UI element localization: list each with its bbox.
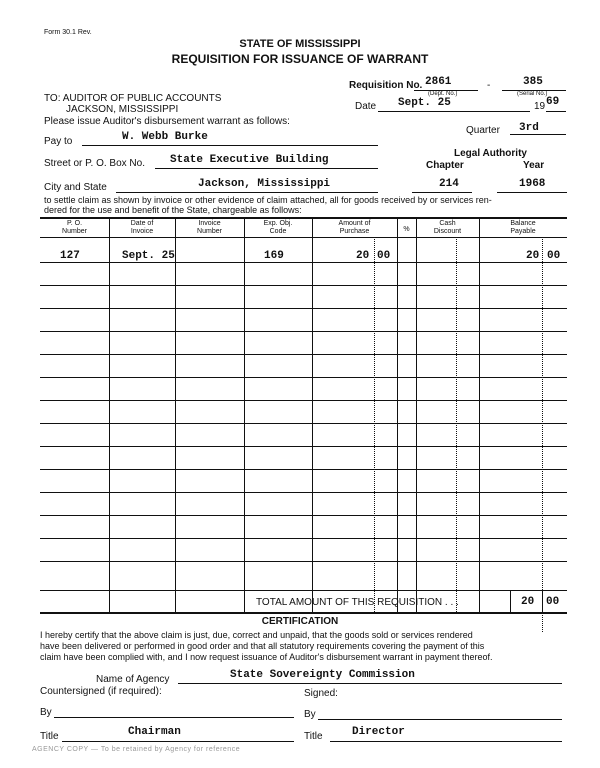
col-header-exp: Exp. Obj. Code — [263, 220, 293, 235]
city-value: Jackson, Mississippi — [198, 178, 331, 190]
agency-label: Name of Agency — [96, 674, 170, 685]
agency-value: State Sovereignty Commission — [230, 669, 415, 681]
footer-note: AGENCY COPY — To be retained by Agency for reference — [32, 746, 241, 753]
quarter-label: Quarter — [466, 125, 500, 136]
title-left-label: Title — [40, 731, 59, 742]
signed-label: Signed: — [304, 688, 338, 699]
row-balance-cents: 00 — [547, 250, 561, 262]
form-number: Form 30.1 Rev. — [44, 29, 92, 36]
table-rule — [40, 377, 567, 378]
state-title: STATE OF MISSISSIPPI — [239, 38, 361, 50]
row-date: Sept. 25 — [122, 250, 175, 262]
year-suffix: 69 — [546, 96, 560, 108]
form-title: REQUISITION FOR ISSUANCE OF WARRANT — [171, 52, 429, 66]
certification-title: CERTIFICATION — [261, 616, 339, 627]
date-value: Sept. 25 — [398, 97, 451, 109]
table-rule — [40, 262, 567, 263]
certification-line-2: have been delivered or performed in good order and that all statutory requirements covering the payment of this — [40, 641, 485, 651]
col-header-pct: % — [403, 226, 410, 233]
total-label: TOTAL AMOUNT OF THIS REQUISITION . . . — [256, 597, 459, 608]
serial-no-value: 385 — [523, 76, 543, 88]
city-label: City and State — [44, 182, 107, 193]
to-line-1: TO: AUDITOR OF PUBLIC ACCOUNTS — [44, 93, 222, 104]
table-rule — [40, 561, 567, 562]
title-right-label: Title — [304, 731, 323, 742]
requisition-label: Requisition No. — [349, 80, 423, 91]
title-right-value: Director — [352, 726, 405, 738]
certification-line-3: claim have been complied with, and I now request issuance of Auditor's disbursement warrant in payment thereof. — [40, 652, 493, 662]
table-rule — [40, 469, 567, 470]
pay-to-value: W. Webb Burke — [122, 131, 208, 143]
countersigned-label: Countersigned (if required): — [40, 686, 162, 697]
row-amount-dollars: 20 — [356, 250, 370, 262]
legal-authority-label: Legal Authority — [454, 148, 527, 159]
date-label: Date — [355, 101, 377, 112]
table-rule — [40, 515, 567, 516]
title-left-value: Chairman — [128, 726, 181, 738]
dept-no-caption: (Dept. No.) — [428, 91, 458, 97]
serial-no-caption: (Serial No.) — [517, 91, 548, 97]
street-value: State Executive Building — [170, 154, 329, 166]
col-header-date: Date of Invoice — [130, 220, 154, 235]
settle-text-2: dered for the use and benefit of the State, chargeable as follows: — [44, 205, 302, 215]
col-header-invoice: Invoice Number — [197, 220, 222, 235]
by-left-label: By — [40, 707, 52, 718]
table-rule — [40, 285, 567, 286]
to-line-2: JACKSON, MISSISSIPPI — [66, 104, 179, 115]
pay-to-label: Pay to — [44, 136, 73, 147]
table-rule — [40, 354, 567, 355]
row-amount-cents: 00 — [377, 250, 391, 262]
settle-text-1: to settle claim as shown by invoice or other evidence of claim attached, all for goods received by or services ren- — [44, 195, 492, 205]
quarter-value: 3rd — [519, 122, 539, 134]
table-rule — [40, 492, 567, 493]
table-rule — [40, 423, 567, 424]
by-right-label: By — [304, 709, 316, 720]
row-po: 127 — [60, 250, 80, 262]
year-prefix: 19 — [534, 101, 546, 112]
col-header-amount: Amount of Purchase — [338, 220, 371, 235]
year-label: Year — [523, 160, 545, 171]
total-dollars: 20 — [521, 596, 535, 608]
col-header-po: P. O. Number — [62, 220, 87, 235]
dept-no-value: 2861 — [425, 76, 452, 88]
street-label: Street or P. O. Box No. — [44, 158, 145, 169]
row-balance-dollars: 20 — [526, 250, 540, 262]
col-header-cash: Cash Discount — [433, 220, 462, 235]
certification-line-1: I hereby certify that the above claim is just, due, correct and unpaid, that the goods sold or services rendered — [40, 630, 473, 640]
chapter-label: Chapter — [426, 160, 464, 171]
authority-year-value: 1968 — [519, 178, 546, 190]
row-exp: 169 — [264, 250, 284, 262]
table-rule — [40, 538, 567, 539]
table-rule — [40, 400, 567, 401]
table-rule — [40, 590, 567, 591]
table-rule — [40, 308, 567, 309]
table-rule — [40, 331, 567, 332]
chapter-value: 214 — [439, 178, 459, 190]
total-cents: 00 — [546, 596, 560, 608]
requisition-dash: - — [487, 80, 491, 91]
instruction-text: Please issue Auditor's disbursement warrant as follows: — [44, 116, 290, 127]
col-header-balance: Balance Payable — [510, 220, 536, 235]
table-rule — [40, 446, 567, 447]
